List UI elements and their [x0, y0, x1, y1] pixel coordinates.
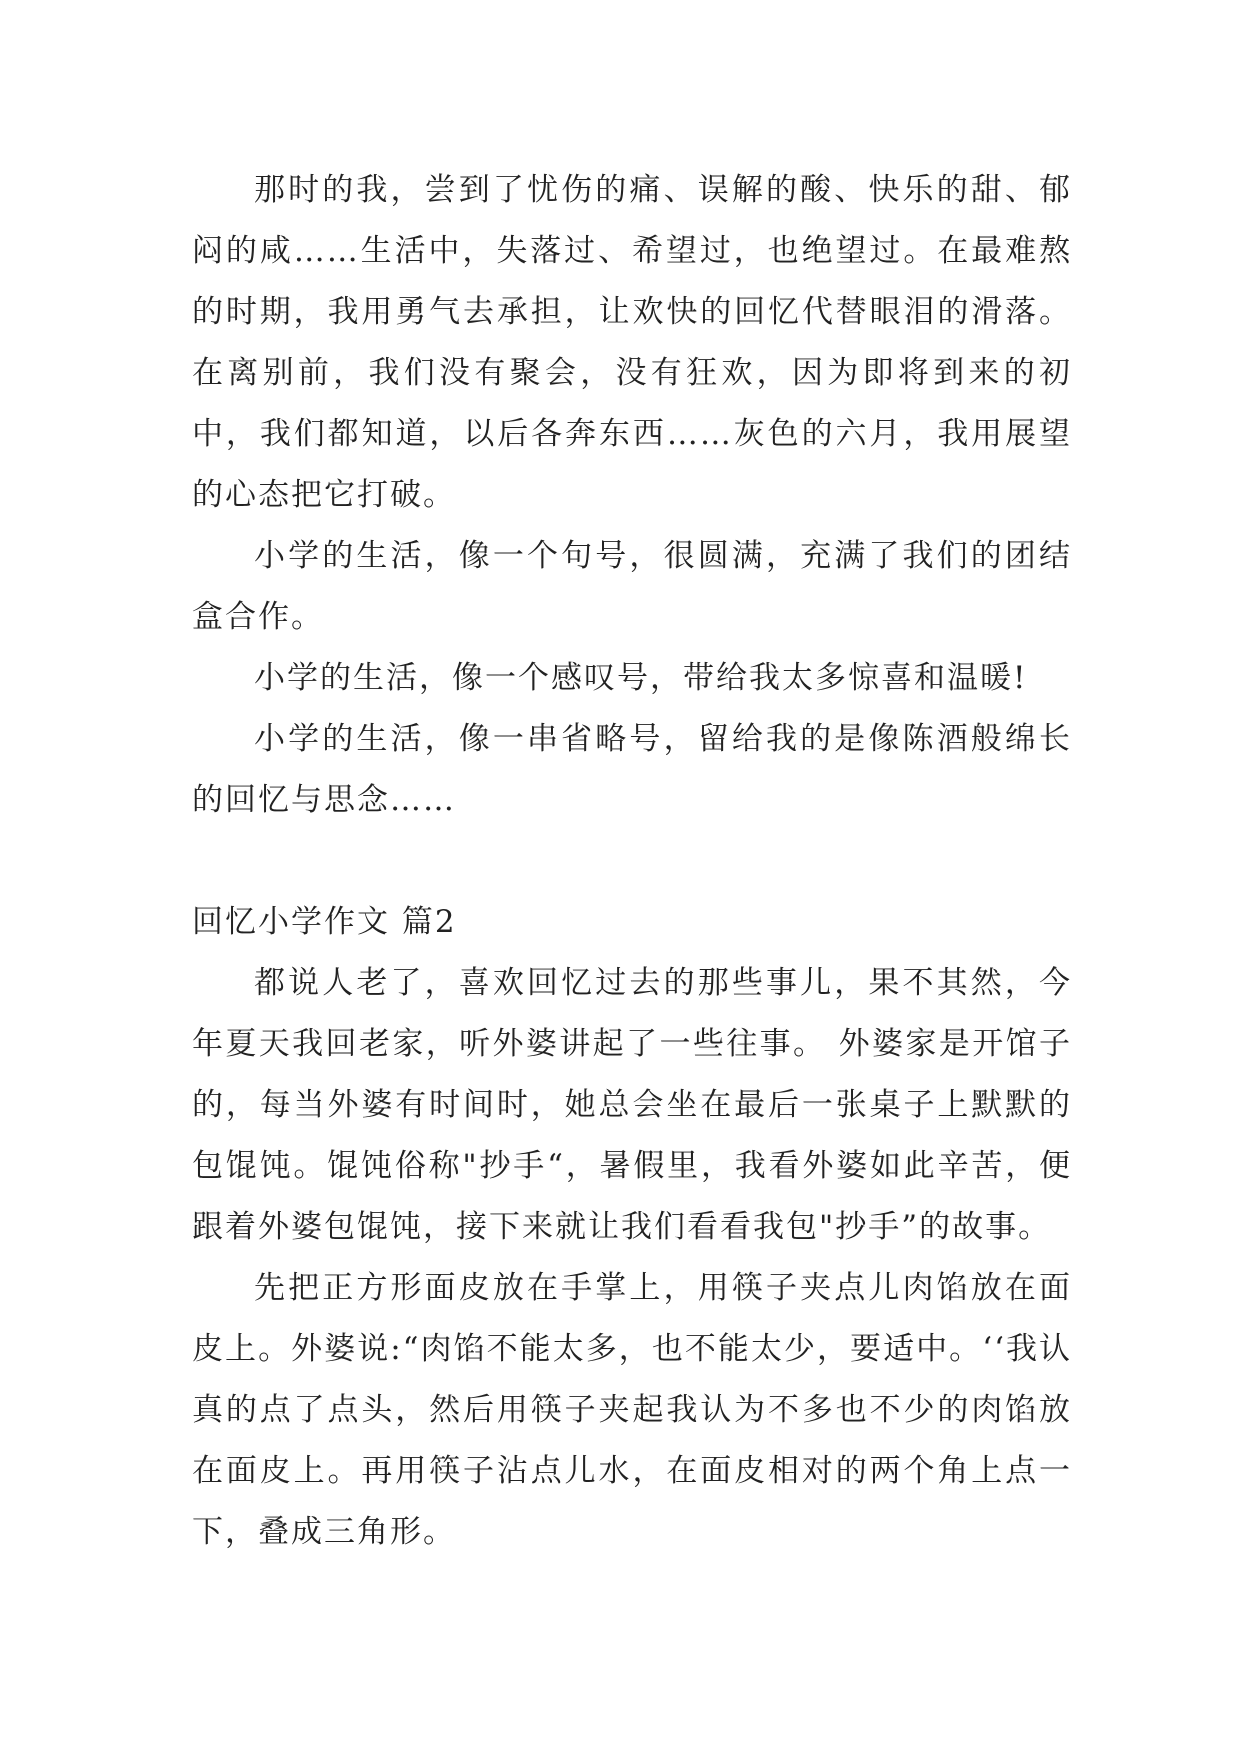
section-gap — [192, 831, 1072, 892]
paragraph: 小学的生活，像一个感叹号，带给我太多惊喜和温暖! — [254, 660, 1028, 696]
section-heading: 回忆小学作文 篇2 — [192, 904, 457, 940]
paragraph: 小学的生活，像一个句号，很圆满，充满了我们的团结盒合作。 — [192, 538, 1072, 635]
document-body — [192, 160, 1072, 1563]
paragraph: 都说人老了，喜欢回忆过去的那些事儿，果不其然，今年夏天我回老家，听外婆讲起了一些往事。 外婆家是开馆子的，每当外婆有时间时，她总会坐在最后一张桌子上默默的包馄饨。馄饨俗称"抄手“，暑假里，我看外婆如此辛苦，便跟着外婆包馄饨，接下来就让我们看看我包"抄手”的故事。 — [192, 965, 1072, 1245]
paragraph: 小学的生活，像一串省略号，留给我的是像陈酒般绵长的回忆与思念…… — [192, 721, 1072, 818]
paragraph: 那时的我，尝到了忧伤的痛、误解的酸、快乐的甜、郁闷的咸……生活中，失落过、希望过，也绝望过。在最难熬的时期，我用勇气去承担，让欢快的回忆代替眼泪的滑落。在离别前，我们没有聚会，没有狂欢，因为即将到来的初中，我们都知道，以后各奔东西……灰色的六月，我用展望的心态把它打破。 — [192, 172, 1072, 513]
paragraph: 先把正方形面皮放在手掌上，用筷子夹点儿肉馅放在面皮上。外婆说:“肉馅不能太多，也不能太少，要适中。‘‘我认真的点了点头，然后用筷子夹起我认为不多也不少的肉馅放在面皮上。再用筷子沾点儿水，在面皮相对的两个角上点一下，叠成三角形。 — [192, 1270, 1072, 1550]
